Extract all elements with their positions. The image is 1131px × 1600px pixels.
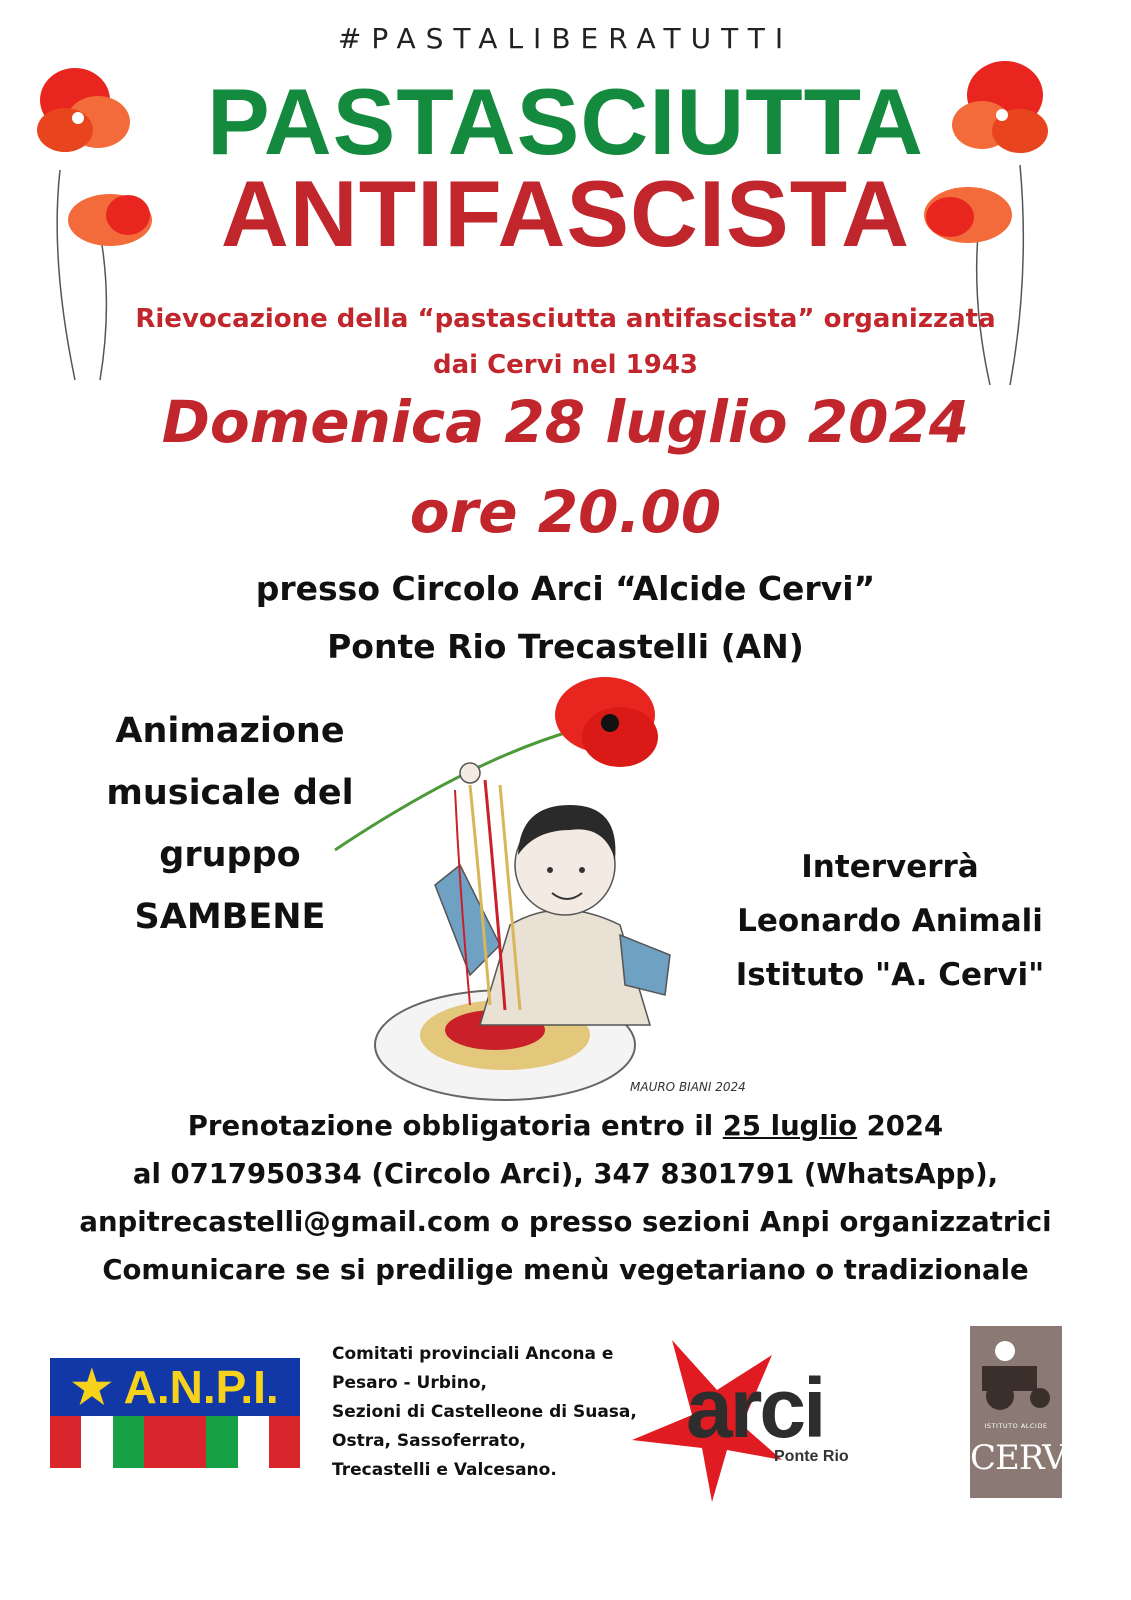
subtitle-line-2: dai Cervi nel 1943 (432, 350, 699, 380)
booking-deadline: 25 luglio (722, 1110, 858, 1142)
booking-year: 2024 (857, 1110, 944, 1142)
committees-line-5: Trecastelli e Valcesano. (332, 1460, 557, 1480)
booking-line-2: al 0717950334 (Circolo Arci), 347 8301791 (WhatsApp), (132, 1158, 999, 1190)
speaker-line-3: Istituto "A. Cervi" (735, 957, 1045, 993)
committees-line-4: Ostra, Sassoferrato, (332, 1431, 526, 1451)
music-line-4: SAMBENE (134, 897, 326, 937)
booking-line-4: Comunicare se si predilige menù vegetariano o tradizionale (102, 1254, 1029, 1286)
booking-info (0, 1102, 1131, 1294)
arci-logo (632, 1330, 882, 1505)
subtitle (0, 296, 1131, 388)
subtitle-line-1: Rievocazione della “pastasciutta antifascista” organizzata (135, 304, 996, 334)
title-line-2: ANTIFASCISTA (220, 161, 911, 266)
anpi-logo-text: ★ A.N.P.I. (50, 1358, 300, 1416)
speaker-line-2: Leonardo Animali (737, 903, 1043, 939)
cervi-logo-text: CERVI (970, 1438, 1079, 1478)
tractor-icon (970, 1326, 1062, 1418)
speaker-line-1: Interverrà (801, 849, 979, 885)
anpi-flag-stripes (50, 1416, 300, 1468)
committees-line-3: Sezioni di Castelleone di Suasa, (332, 1402, 637, 1422)
arci-logo-text: arci (686, 1361, 824, 1455)
title-line-1: PASTASCIUTTA (207, 69, 924, 174)
booking-line-1 (0, 1102, 1131, 1150)
event-date: Domenica 28 luglio 2024 (161, 388, 970, 456)
istituto-cervi-logo (970, 1326, 1079, 1498)
booking-line-3: anpitrecastelli@gmail.com o presso sezioni Anpi organizzatrici (79, 1206, 1052, 1238)
music-line-1: Animazione (115, 711, 345, 751)
music-line-3: gruppo (159, 835, 301, 875)
speaker-announcement (700, 840, 1080, 1002)
committees-line-1: Comitati provinciali Ancona e (332, 1344, 614, 1364)
event-venue (0, 560, 1131, 676)
committees-line-2: Pesaro - Urbino, (332, 1373, 487, 1393)
cervi-logo-caption: ISTITUTO ALCIDE (984, 1422, 1048, 1430)
music-line-2: musicale del (106, 773, 354, 813)
venue-line-2: Ponte Rio Trecastelli (AN) (327, 627, 804, 666)
artist-signature: MAURO BIANI 2024 (630, 1080, 746, 1094)
anpi-logo (50, 1358, 300, 1468)
music-announcement (60, 700, 400, 948)
organizing-committees (332, 1340, 672, 1485)
venue-line-1: presso Circolo Arci “Alcide Cervi” (255, 569, 876, 608)
event-time: ore 20.00 (409, 478, 722, 546)
hashtag: #PASTALIBERATUTTI (337, 22, 794, 55)
arci-logo-subtitle: Ponte Rio (774, 1448, 849, 1465)
booking-line-1-text: Prenotazione obbligatoria entro il (187, 1110, 723, 1142)
